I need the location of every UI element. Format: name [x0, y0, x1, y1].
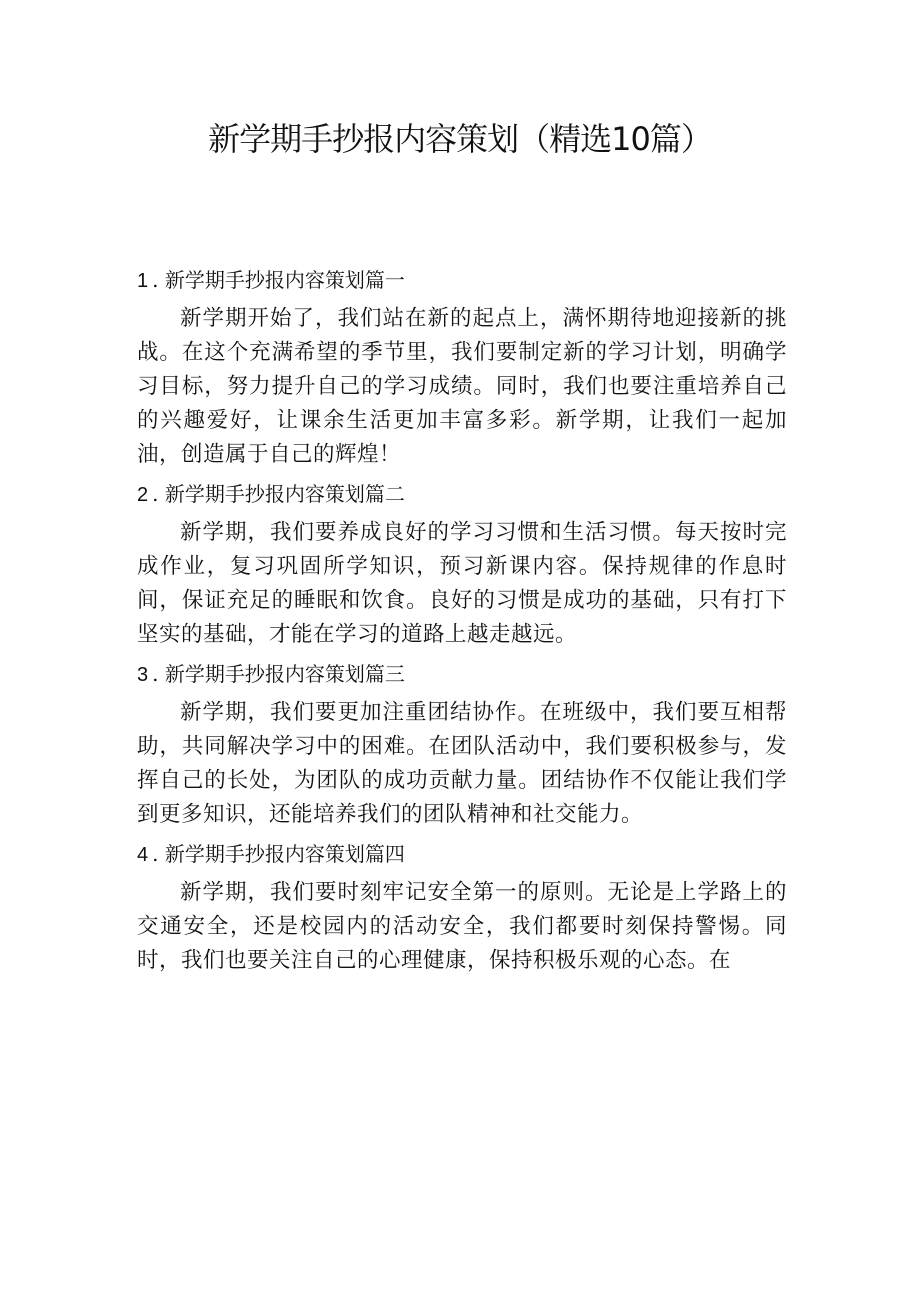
- section-heading-text: . 新学期手抄报内容策划篇三: [152, 662, 405, 686]
- section-heading: [137, 832, 787, 876]
- section-number: 3: [137, 664, 149, 686]
- section-3: [137, 652, 787, 832]
- section-heading-text: . 新学期手抄报内容策划篇一: [152, 268, 405, 292]
- page-title: 新学期手抄报内容策划（精选10篇）: [208, 120, 712, 158]
- section-2: [137, 472, 787, 652]
- section-heading: [137, 472, 787, 516]
- section-paragraph: 新学期，我们要养成良好的学习习惯和生活习惯。每天按时完成作业，复习巩固所学知识，预习新课内容。保持规律的作息时间，保证充足的睡眠和饮食。良好的习惯是成功的基础，只有打下坚实的基础，才能在学习的道路上越走越远。: [137, 520, 787, 647]
- section-4: [137, 832, 787, 978]
- section-heading: [137, 652, 787, 696]
- section-1: [137, 258, 787, 472]
- section-paragraph: 新学期开始了，我们站在新的起点上，满怀期待地迎接新的挑战。在这个充满希望的季节里，我们要制定新的学习计划，明确学习目标，努力提升自己的学习成绩。同时，我们也要注重培养自己的兴趣爱好，让课余生活更加丰富多彩。新学期，让我们一起加油，创造属于自己的辉煌！: [137, 306, 787, 467]
- section-heading-text: . 新学期手抄报内容策划篇四: [152, 842, 405, 866]
- section-paragraph: 新学期，我们要时刻牢记安全第一的原则。无论是上学路上的交通安全，还是校园内的活动安全，我们都要时刻保持警惕。同时，我们也要关注自己的心理健康，保持积极乐观的心态。在: [137, 880, 787, 973]
- section-number: 4: [137, 844, 149, 866]
- section-number: 1: [137, 270, 149, 292]
- section-heading-text: . 新学期手抄报内容策划篇二: [152, 482, 405, 506]
- section-heading: [137, 258, 787, 302]
- document-body: [137, 258, 787, 978]
- section-number: 2: [137, 484, 149, 506]
- section-paragraph: 新学期，我们要更加注重团结协作。在班级中，我们要互相帮助，共同解决学习中的困难。在团队活动中，我们要积极参与，发挥自己的长处，为团队的成功贡献力量。团结协作不仅能让我们学到更多知识，还能培养我们的团队精神和社交能力。: [137, 700, 787, 827]
